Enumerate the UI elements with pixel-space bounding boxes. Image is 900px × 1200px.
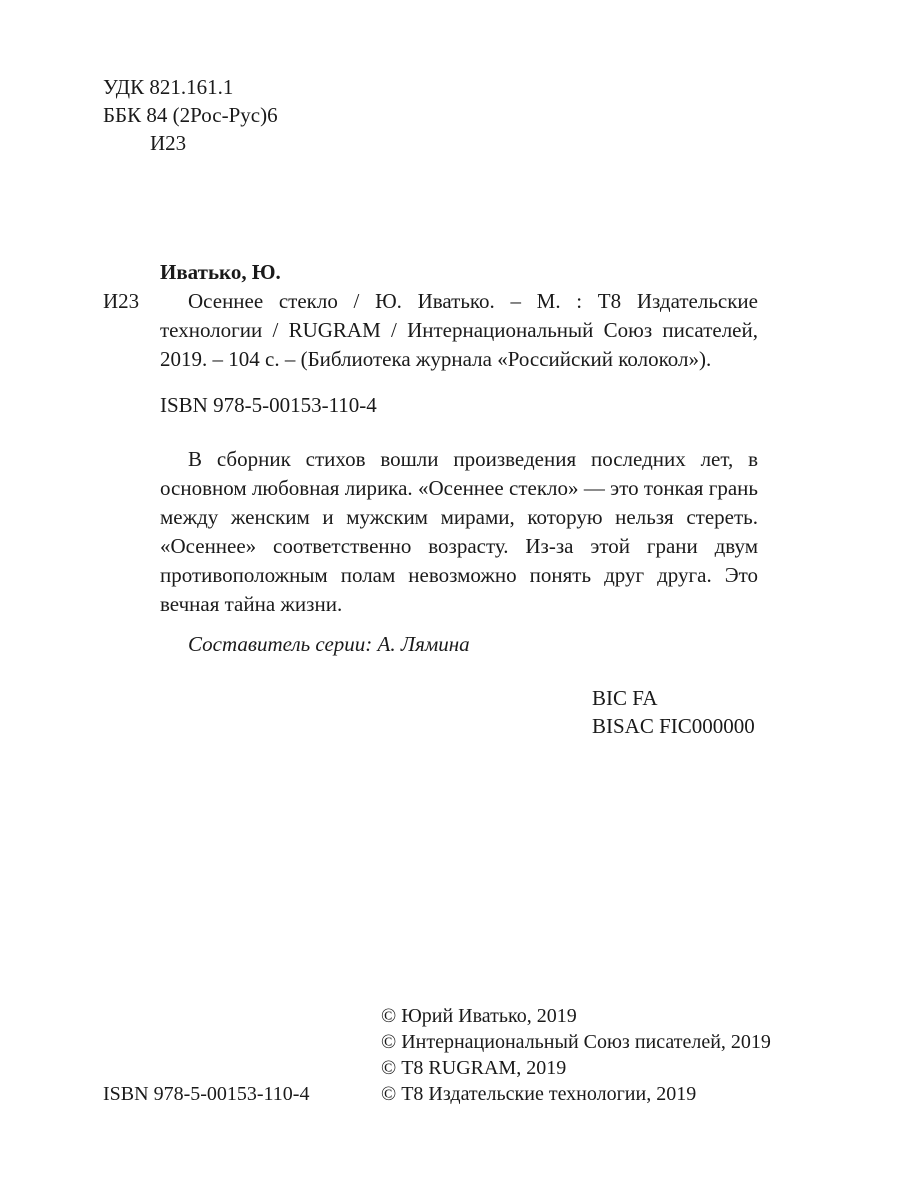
annotation-text: В сборник стихов вошли произведения последних лет, в основном любовная лирика. «Осеннее стекло» — это тонкая грань между женским и мужским мирами, которую нельзя стереть. «Осеннее» соответственно возрасту. Из-за этой грани двум противоположным полам невозможно понять друг друга. Это вечная тайна жизни. [160,447,758,616]
copyright-line: © Юрий Иватько, 2019 [381,1005,577,1027]
copyright-line: © Интернациональный Союз писателей, 2019 [381,1031,771,1053]
copyright-line: © Т8 RUGRAM, 2019 [381,1057,567,1079]
bisac-code: BISAC FIC000000 [592,714,755,738]
series-compiler: Составитель серии: А. Лямина [188,632,470,656]
author-sign-record: И23 [103,289,140,313]
copyright-line: © Т8 Издательские технологии, 2019 [381,1083,697,1105]
copyright-block [381,1003,771,1107]
bbk-code: ББК 84 (2Рос-Рус)6 [103,103,278,127]
author-sign-top: И23 [150,131,187,155]
author-heading: Иватько, Ю. [160,260,281,284]
bic-code: BIC FA [592,686,658,710]
isbn-record: ISBN 978-5-00153-110-4 [160,393,377,417]
isbn-bottom: ISBN 978-5-00153-110-4 [103,1083,310,1105]
bibliographic-description: Осеннее стекло / Ю. Иватько. – М. : Т8 Издательские технологии / RUGRAM / Интернациональный Союз писателей, 2019. – 104 с. – (Библиотека журнала «Российский колокол»). [160,289,758,371]
udk-code: УДК 821.161.1 [103,75,234,99]
